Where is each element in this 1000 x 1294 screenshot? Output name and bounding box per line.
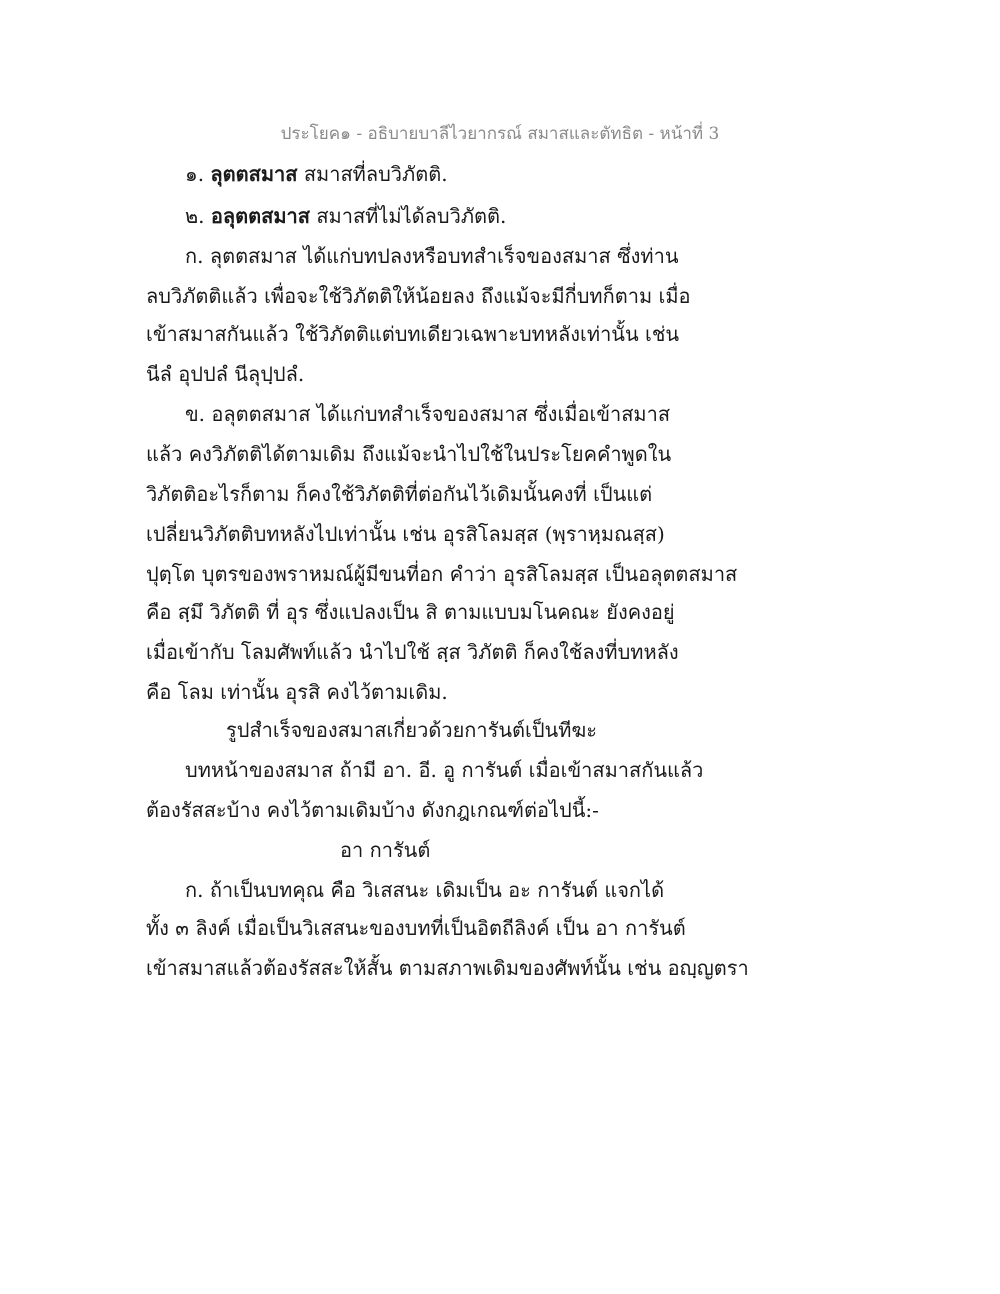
term-lutta-samasa: ลุตตสมาส — [210, 162, 298, 186]
section-heading: รูปสำเร็จของสมาสเกี่ยวด้วยการันต์เป็นทีฆะ — [226, 718, 597, 742]
list-item-number: ๑. — [185, 162, 205, 186]
term-alutta-samasa: อลุตตสมาส — [210, 204, 310, 228]
paragraph-line: คือ โลม เท่านั้น อุรสิ คงไว้ตามเดิม. — [146, 680, 448, 704]
paragraph-line: แล้ว คงวิภัตติได้ตามเดิม ถึงแม้จะนำไปใช้ในประโยคคำพูดใน — [146, 442, 672, 466]
paragraph-line: ก. ลุตตสมาส ได้แก่บทปลงหรือบทสำเร็จของสมาส ซึ่งท่าน — [185, 244, 679, 268]
paragraph-line: นีลํ อุปปลํ นีลุปฺปลํ. — [146, 362, 305, 386]
paragraph-line: ทั้ง ๓ ลิงค์ เมื่อเป็นวิเสสนะของบทที่เป็นอิตถีลิงค์ เป็น อา การันต์ — [146, 916, 686, 940]
running-header: ประโยค๑ - อธิบายบาลีไวยากรณ์ สมาสและตัทธิต - หน้าที่ 3 — [280, 124, 720, 144]
paragraph-line: คือ สฺมึ วิภัตติ ที่ อุร ซึ่งแปลงเป็น สิ ตามแบบมโนคณะ ยังคงอยู่ — [146, 600, 675, 624]
paragraph-line: ลบวิภัตติแล้ว เพื่อจะใช้วิภัตติให้น้อยลง ถึงแม้จะมีกี่บทก็ตาม เมื่อ — [146, 284, 691, 308]
list-item-number: ๒. — [185, 204, 205, 228]
paragraph-line: เข้าสมาสแล้วต้องรัสสะให้สั้น ตามสภาพเดิมของศัพท์นั้น เช่น อญฺญตรา — [146, 956, 749, 980]
paragraph-line: ต้องรัสสะบ้าง คงไว้ตามเดิมบ้าง ดังกฎเกณฑ์ต่อไปนี้:- — [146, 798, 599, 822]
paragraph-line: เมื่อเข้ากับ โลมศัพท์แล้ว นำไปใช้ สฺส วิภัตติ ก็คงใช้ลงที่บทหลัง — [146, 640, 679, 664]
paragraph-line: เปลี่ยนวิภัตติบทหลังไปเท่านั้น เช่น อุรสิโลมสฺส (พฺราหฺมณสฺส) — [146, 522, 665, 546]
paragraph-line: บทหน้าของสมาส ถ้ามี อา. อี. อู การันต์ เมื่อเข้าสมาสกันแล้ว — [185, 758, 704, 782]
list-item-1 — [185, 160, 448, 188]
paragraph-line: ปุตฺโต บุตรของพราหมณ์ผู้มีขนที่อก คำว่า อุรสิโลมสฺส เป็นอลุตตสมาส — [146, 562, 738, 586]
term-definition: สมาสที่ไม่ได้ลบวิภัตติ. — [316, 204, 507, 228]
list-item-2 — [185, 202, 506, 230]
paragraph-line: ก. ถ้าเป็นบทคุณ คือ วิเสสนะ เดิมเป็น อะ การันต์ แจกได้ — [185, 878, 665, 902]
paragraph-line: ข. อลุตตสมาส ได้แก่บทสำเร็จของสมาส ซึ่งเมื่อเข้าสมาส — [185, 402, 671, 426]
paragraph-line: เข้าสมาสกันแล้ว ใช้วิภัตติแต่บทเดียวเฉพาะบทหลังเท่านั้น เช่น — [146, 322, 680, 346]
subheading: อา การันต์ — [340, 838, 431, 862]
term-definition: สมาสที่ลบวิภัตติ. — [303, 162, 448, 186]
paragraph-line: วิภัตติอะไรก็ตาม ก็คงใช้วิภัตติที่ต่อกันไว้เดิมนั้นคงที่ เป็นแต่ — [146, 482, 653, 506]
